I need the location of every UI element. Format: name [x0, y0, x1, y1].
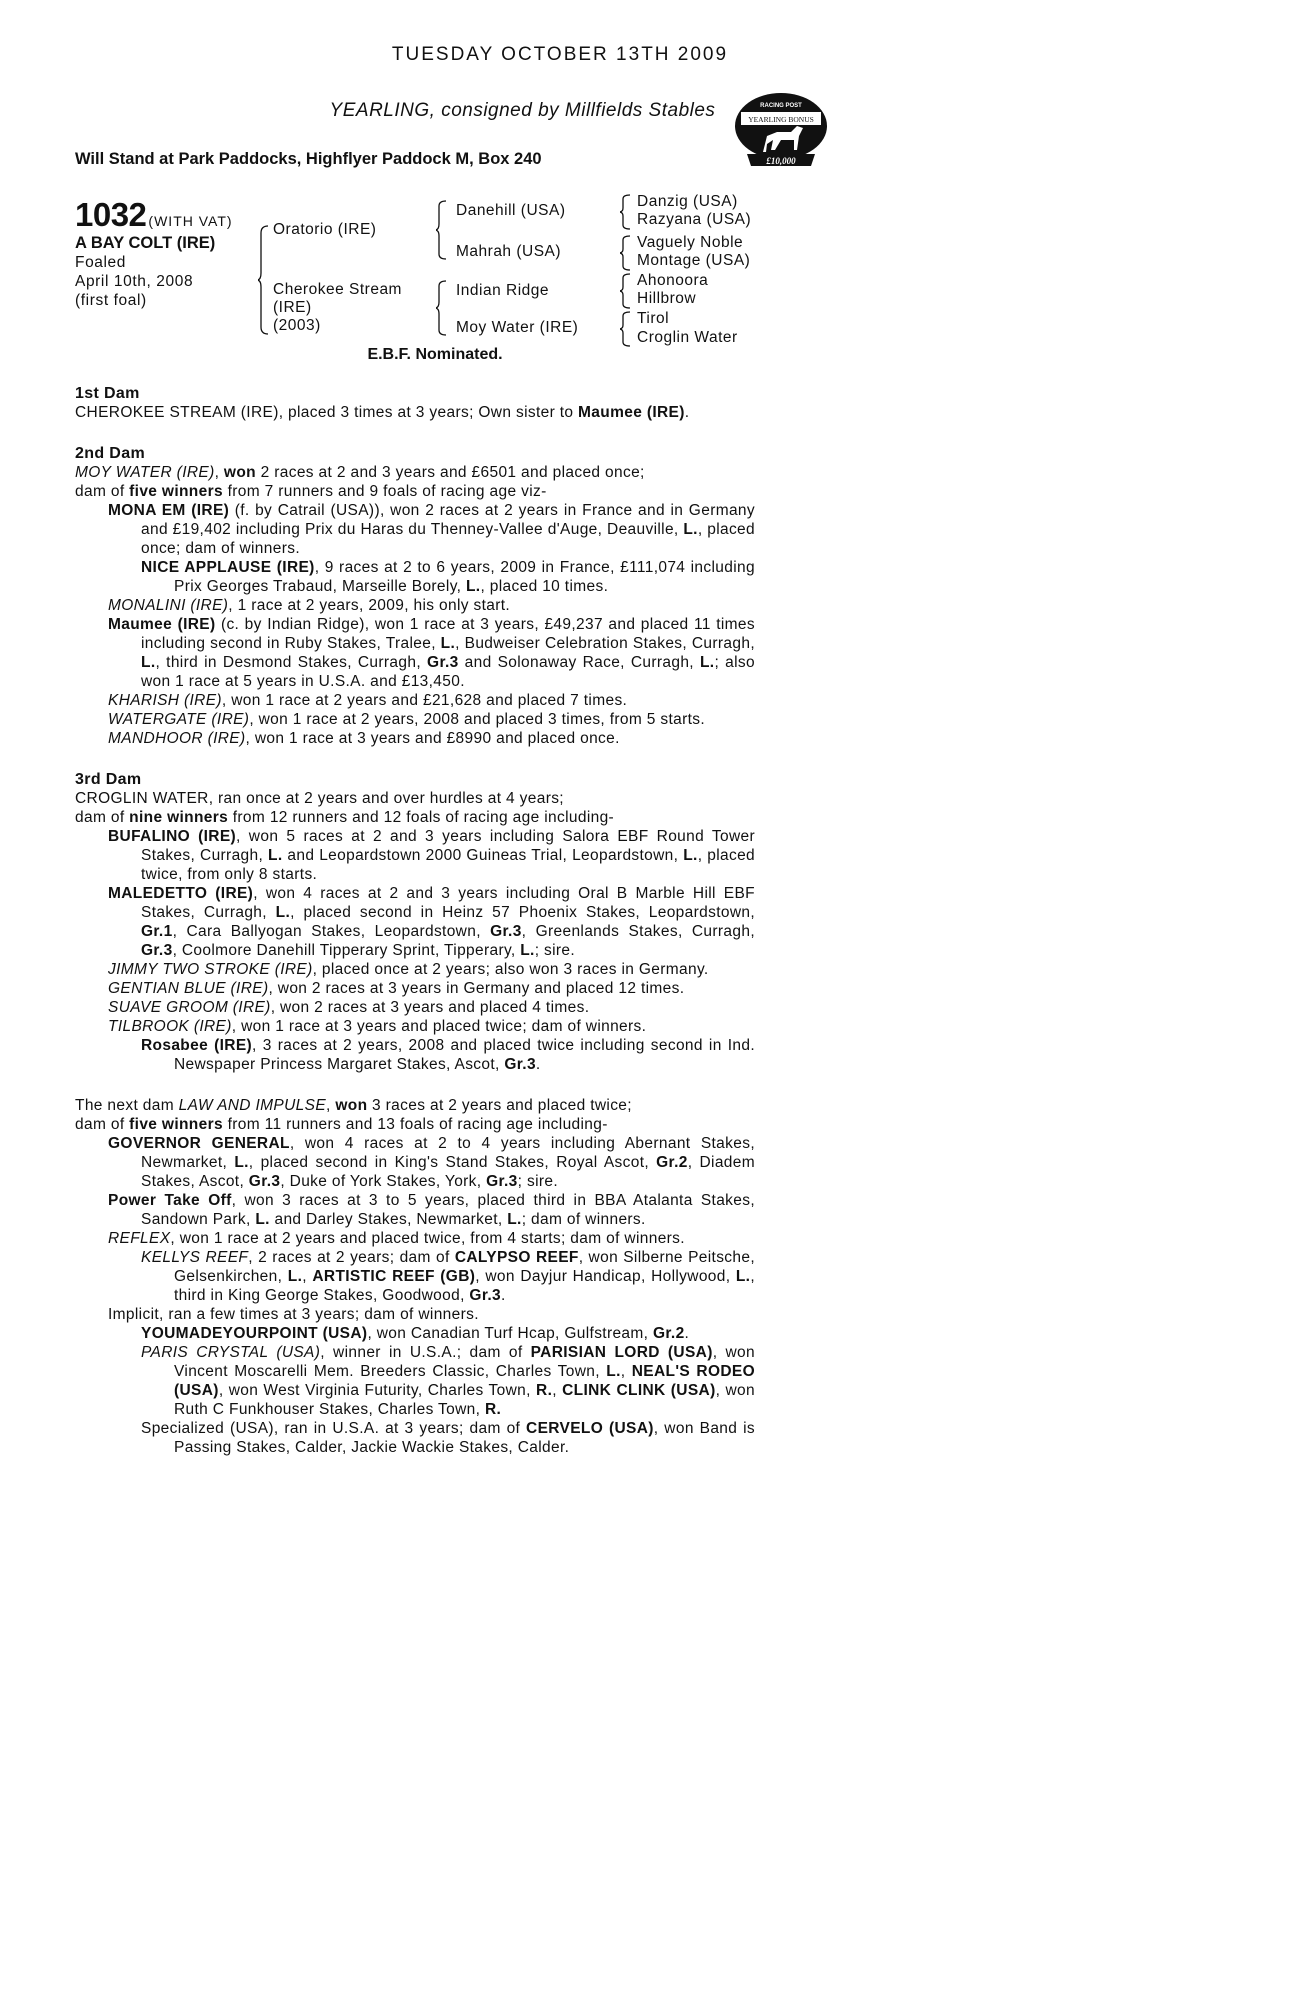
pedigree-ssd: Razyana (USA): [637, 211, 752, 228]
pedigree-sire-sire: Danehill (USA): [456, 202, 566, 219]
produce-entry: PARIS CRYSTAL (USA), winner in U.S.A.; dam of PARISIAN LORD (USA), won Vincent Moscarelli Mem. Breeders Classic, Charles Town, L., NEAL'S RODEO (USA), won West Virginia Futurity, Charles Town, R., CLINK CLINK (USA), won Ruth C Funkhouser Stakes, Charles Town, R.: [141, 1344, 755, 1418]
pedigree-bracket-ds: [620, 273, 632, 309]
pedigree-dss: Ahonoora: [637, 272, 709, 289]
produce-entry: REFLEX, won 1 race at 2 years and placed twice, from 4 starts; dam of winners.: [108, 1230, 685, 1247]
lot-number: 1032: [75, 196, 147, 233]
produce-record: [75, 384, 755, 1457]
pedigree-dam-country: (IRE): [273, 299, 312, 316]
pedigree-sds: Vaguely Noble: [637, 234, 744, 251]
pedigree-dam: [273, 281, 402, 335]
produce-entry: MONA EM (IRE) (f. by Catrail (USA)), won 2 races at 2 years in France and in Germany and £19,402 including Prix du Haras du Thenney-Vallee d'Auge, Deauville, L., placed once; dam of winners.: [108, 502, 756, 557]
foaled-date: April 10th, 2008: [75, 273, 194, 290]
lot-name: A BAY COLT (IRE): [75, 234, 216, 252]
produce-entry: MONALINI (IRE), 1 race at 2 years, 2009, his only start.: [108, 597, 511, 614]
pedigree-dsd: Hillbrow: [637, 290, 697, 307]
produce-entry: TILBROOK (IRE), won 1 race at 3 years and placed twice; dam of winners.: [108, 1018, 647, 1035]
first-dam-text: CHEROKEE STREAM (IRE), placed 3 times at 3 years; Own sister to Maumee (IRE).: [75, 404, 690, 421]
pedigree-dam-dam: Moy Water (IRE): [456, 319, 579, 336]
second-dam-heading: 2nd Dam: [75, 445, 146, 462]
foaled-label: Foaled: [75, 254, 126, 271]
yearling-bonus-badge: [733, 90, 829, 170]
pedigree-bracket-ss: [620, 194, 632, 230]
second-dam-summary: dam of five winners from 7 runners and 9 foals of racing age viz-: [75, 483, 547, 500]
next-dam-summary: dam of five winners from 11 runners and 13 foals of racing age including-: [75, 1116, 608, 1133]
produce-entry: Power Take Off, won 3 races at 3 to 5 years, placed third in BBA Atalanta Stakes, Sandown Park, L. and Darley Stakes, Newmarket, L.; dam of winners.: [108, 1192, 755, 1228]
next-dam-line: The next dam LAW AND IMPULSE, won 3 races at 2 years and placed twice;: [75, 1097, 632, 1114]
yearling-bonus-logo: [733, 90, 829, 170]
second-dam-line: MOY WATER (IRE), won 2 races at 2 and 3 years and £6501 and placed once;: [75, 464, 645, 481]
produce-entry: WATERGATE (IRE), won 1 race at 2 years, 2008 and placed 3 times, from 5 starts.: [108, 711, 706, 728]
pedigree-dam-year: (2003): [273, 317, 321, 334]
lot-block: [75, 196, 265, 310]
produce-entry: Specialized (USA), ran in U.S.A. at 3 years; dam of CERVELO (USA), won Band is Passing Stakes, Calder, Jackie Wackie Stakes, Calder.: [141, 1420, 755, 1456]
produce-entry: GOVERNOR GENERAL, won 4 races at 2 to 4 years including Abernant Stakes, Newmarket, L., placed second in King's Stand Stakes, Royal Ascot, Gr.2, Diadem Stakes, Ascot, Gr.3, Duke of York Stakes, York, Gr.3; sire.: [108, 1135, 755, 1190]
produce-entry: JIMMY TWO STROKE (IRE), placed once at 2 years; also won 3 races in Germany.: [108, 961, 709, 978]
pedigree-sss: Danzig (USA): [637, 193, 738, 210]
pedigree-ddd: Croglin Water: [637, 329, 738, 346]
produce-entry: YOUMADEYOURPOINT (USA), won Canadian Turf Hcap, Gulfstream, Gr.2.: [141, 1325, 690, 1342]
pedigree-dam-name: Cherokee Stream: [273, 281, 402, 298]
sale-date: TUESDAY OCTOBER 13TH 2009: [391, 44, 729, 65]
produce-entry: GENTIAN BLUE (IRE), won 2 races at 3 years in Germany and placed 12 times.: [108, 980, 685, 997]
stand-location: Will Stand at Park Paddocks, Highflyer Paddock M, Box 240: [75, 150, 542, 168]
pedigree-bracket-dd: [620, 311, 632, 347]
first-dam-heading: 1st Dam: [75, 385, 140, 402]
pedigree-sire: Oratorio (IRE): [273, 221, 377, 238]
produce-entry: MALEDETTO (IRE), won 4 races at 2 and 3 years including Oral B Marble Hill EBF Stakes, Curragh, L., placed second in Heinz 57 Phoenix Stakes, Leopardstown, Gr.1, Cara Ballyogan Stakes, Leopardstown, Gr.3, Greenlands Stakes, Curragh, Gr.3, Coolmore Danehill Tipperary Sprint, Tipperary, L.; sire.: [108, 885, 756, 959]
produce-entry: Maumee (IRE) (c. by Indian Ridge), won 1 race at 3 years, £49,237 and placed 11 times including second in Ruby Stakes, Tralee, L., Budweiser Celebration Stakes, Curragh, L., third in Desmond Stakes, Curragh, Gr.3 and Solonaway Race, Curragh, L.; also won 1 race at 5 years in U.S.A. and £13,450.: [108, 616, 755, 690]
pedigree-bracket-main: [258, 225, 270, 335]
pedigree-bracket-sire: [436, 200, 448, 260]
produce-entry: KHARISH (IRE), won 1 race at 2 years and £21,628 and placed 7 times.: [108, 692, 628, 709]
pedigree-bracket-sd: [620, 235, 632, 271]
pedigree-dam-sire: Indian Ridge: [456, 282, 550, 299]
produce-entry: MANDHOOR (IRE), won 1 race at 3 years and £8990 and placed once.: [108, 730, 620, 747]
pedigree-sire-dam: Mahrah (USA): [456, 243, 562, 260]
consignment-line: YEARLING, consigned by Millfields Stables: [329, 100, 716, 121]
ebf-nominated: E.B.F. Nominated.: [367, 346, 503, 363]
badge-top-text: RACING POST: [760, 103, 802, 109]
badge-middle-text: YEARLING BONUS: [748, 115, 814, 124]
vat-note: (WITH VAT): [148, 213, 233, 229]
third-dam-line: CROGLIN WATER, ran once at 2 years and over hurdles at 4 years;: [75, 790, 564, 807]
produce-entry: SUAVE GROOM (IRE), won 2 races at 3 years and placed 4 times.: [108, 999, 590, 1016]
third-dam-heading: 3rd Dam: [75, 771, 142, 788]
produce-entry: Implicit, ran a few times at 3 years; dam of winners.: [108, 1306, 479, 1323]
badge-bottom-text: £10,000: [766, 156, 796, 166]
produce-entry: NICE APPLAUSE (IRE), 9 races at 2 to 6 years, 2009 in France, £111,074 including Prix Georges Trabaud, Marseille Borely, L., placed 10 times.: [141, 559, 755, 595]
produce-entry: KELLYS REEF, 2 races at 2 years; dam of CALYPSO REEF, won Silberne Peitsche, Gelsenkirchen, L., ARTISTIC REEF (GB), won Dayjur Handicap, Hollywood, L., third in King George Stakes, Goodwood, Gr.3.: [141, 1249, 756, 1304]
pedigree-bracket-dam: [436, 280, 448, 336]
foal-note: (first foal): [75, 292, 147, 309]
pedigree-dds: Tirol: [637, 310, 670, 327]
third-dam-summary: dam of nine winners from 12 runners and 12 foals of racing age including-: [75, 809, 615, 826]
produce-entry: BUFALINO (IRE), won 5 races at 2 and 3 years including Salora EBF Round Tower Stakes, Curragh, L. and Leopardstown 2000 Guineas Trial, Leopardstown, L., placed twice, from only 8 starts.: [108, 828, 756, 883]
pedigree-sdd: Montage (USA): [637, 252, 751, 269]
produce-entry: Rosabee (IRE), 3 races at 2 years, 2008 and placed twice including second in Ind. Newspaper Princess Margaret Stakes, Ascot, Gr.3.: [141, 1037, 755, 1073]
